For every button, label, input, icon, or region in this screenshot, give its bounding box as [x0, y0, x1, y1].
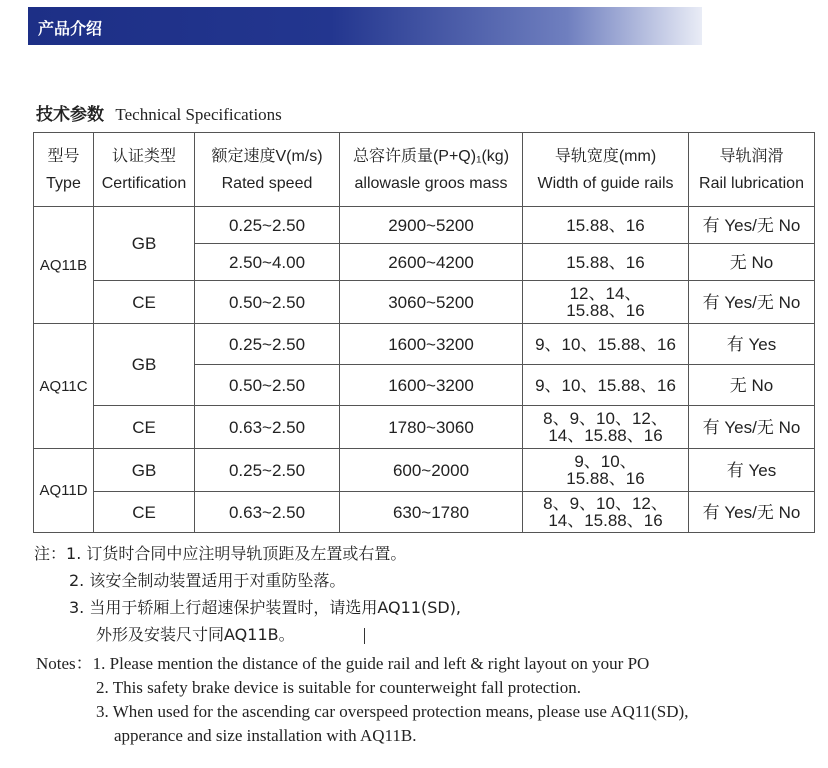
spec-title-en: Technical Specifications	[115, 105, 282, 124]
model-cell: AQ11D	[34, 449, 94, 533]
header-rated-speed: 额定速度V(m/s) Rated speed	[195, 133, 340, 207]
mass-cell: 2600~4200	[340, 244, 523, 281]
mass-cell: 630~1780	[340, 492, 523, 533]
rail-width-cell: 9、10、15.88、16	[523, 324, 689, 365]
lubrication-cell: 有 Yes	[689, 449, 815, 492]
note-en-3: 3. When used for the ascending car overspeed protection means, please use AQ11(SD),	[96, 702, 689, 721]
spec-table	[33, 132, 815, 533]
lubrication-cell: 有 Yes/无 No	[689, 281, 815, 324]
rail-width-cell: 8、9、10、12、 14、15.88、16	[523, 406, 689, 449]
speed-cell: 0.25~2.50	[195, 207, 340, 244]
mass-cell: 1780~3060	[340, 406, 523, 449]
certification-cell: GB	[94, 207, 195, 281]
note-zh-3: 3. 当用于轿厢上行超速保护装置时，请选用AQ11(SD),	[69, 598, 462, 617]
header-gross-mass: 总容许质量(P+Q)₁(kg) allowasle groos mass	[340, 133, 523, 207]
certification-cell: CE	[94, 281, 195, 324]
model-cell: AQ11C	[34, 324, 94, 449]
rail-width-cell: 15.88、16	[523, 244, 689, 281]
mass-cell: 600~2000	[340, 449, 523, 492]
spec-table-body	[34, 207, 815, 533]
section-banner	[28, 7, 702, 45]
speed-cell: 0.50~2.50	[195, 365, 340, 406]
spec-title	[36, 100, 282, 125]
lubrication-cell: 有 Yes/无 No	[689, 207, 815, 244]
note-en-4: apperance and size installation with AQ11B.	[114, 726, 417, 745]
speed-cell: 0.63~2.50	[195, 492, 340, 533]
certification-cell: CE	[94, 406, 195, 449]
lubrication-cell: 有 Yes	[689, 324, 815, 365]
spec-title-zh: 技术参数	[36, 105, 104, 125]
table-row	[34, 406, 815, 449]
table-row	[34, 207, 815, 244]
table-header-row	[34, 133, 815, 207]
text-cursor	[364, 628, 365, 644]
table-row	[34, 324, 815, 365]
rail-width-cell: 9、10、15.88、16	[523, 365, 689, 406]
banner-title: 产品介绍	[38, 19, 103, 38]
lubrication-cell: 无 No	[689, 244, 815, 281]
table-row	[34, 281, 815, 324]
table-row	[34, 492, 815, 533]
notes-chinese	[34, 540, 461, 648]
speed-cell: 2.50~4.00	[195, 244, 340, 281]
header-certification: 认证类型 Certification	[94, 133, 195, 207]
certification-cell: GB	[94, 449, 195, 492]
notes-en-label: Notes：	[36, 654, 93, 673]
certification-cell: CE	[94, 492, 195, 533]
speed-cell: 0.25~2.50	[195, 449, 340, 492]
speed-cell: 0.63~2.50	[195, 406, 340, 449]
mass-cell: 1600~3200	[340, 324, 523, 365]
rail-width-cell: 9、10、 15.88、16	[523, 449, 689, 492]
notes-english	[36, 652, 688, 748]
header-rail-lubrication: 导轨润滑 Rail lubrication	[689, 133, 815, 207]
lubrication-cell: 有 Yes/无 No	[689, 406, 815, 449]
note-zh-2: 2. 该安全制动装置适用于对重防坠落。	[69, 571, 346, 590]
notes-zh-label: 注：	[34, 544, 67, 563]
header-rail-width: 导轨宽度(mm) Width of guide rails	[523, 133, 689, 207]
lubrication-cell: 有 Yes/无 No	[689, 492, 815, 533]
certification-cell: GB	[94, 324, 195, 406]
rail-width-cell: 8、9、10、12、 14、15.88、16	[523, 492, 689, 533]
table-row	[34, 449, 815, 492]
note-zh-4: 外形及安装尺寸同AQ11B。	[96, 625, 295, 644]
speed-cell: 0.50~2.50	[195, 281, 340, 324]
model-cell: AQ11B	[34, 207, 94, 324]
note-en-2: 2. This safety brake device is suitable for counterweight fall protection.	[96, 678, 581, 697]
mass-cell: 1600~3200	[340, 365, 523, 406]
note-en-1: 1. Please mention the distance of the guide rail and left & right layout on your PO	[92, 654, 650, 673]
header-type: 型号 Type	[34, 133, 94, 207]
lubrication-cell: 无 No	[689, 365, 815, 406]
mass-cell: 2900~5200	[340, 207, 523, 244]
rail-width-cell: 15.88、16	[523, 207, 689, 244]
note-zh-1: 1. 订货时合同中应注明导轨顶距及左置或右置。	[66, 544, 407, 563]
speed-cell: 0.25~2.50	[195, 324, 340, 365]
mass-cell: 3060~5200	[340, 281, 523, 324]
rail-width-cell: 12、14、 15.88、16	[523, 281, 689, 324]
